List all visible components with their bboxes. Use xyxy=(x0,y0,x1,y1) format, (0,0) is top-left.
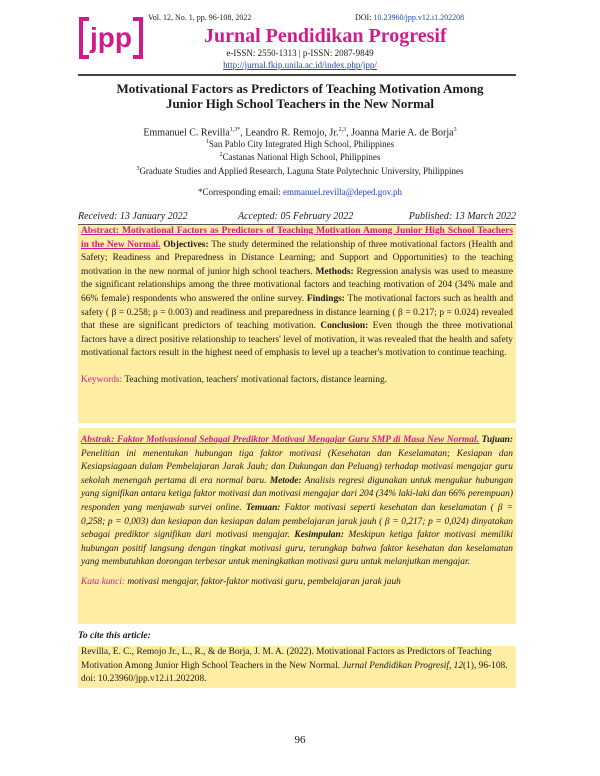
keywords: Teaching motivation, teachers' motivational factors, distance learning. xyxy=(124,374,387,385)
citation-label: To cite this article: xyxy=(78,631,151,641)
affiliation: $^1$San Pablo City Integrated High School, Philippines xyxy=(205,139,395,149)
citation: Revilla, E. C., Remojo Jr., L., R., & de Borja, J. M. A. (2022). Motivational Factors as Predictors of Teaching Motivation Among Junior High School Teachers in the New Normal. Jurnal Pendidikan Progresif, 12(1), 96-108. doi: 10.23960/jpp.v12.i1.202208. xyxy=(78,646,516,688)
affiliation: $^2$Castanas National High School, Philippines xyxy=(219,152,381,162)
header-divider xyxy=(78,74,516,76)
journal-name: Jurnal Pendidikan Progresif xyxy=(204,25,447,47)
doi-link[interactable]: 10.23960/jpp.v12.i1.202208 xyxy=(373,13,465,22)
doi-info: DOI: 10.23960/jpp.v12.i1.202208 xyxy=(355,13,465,22)
published-date: Published: 13 March 2022 xyxy=(408,211,516,222)
abstract-english: Abstract: Motivational Factors as Predictors of Teaching Motivation Among Junior High School Teachers in the New Normal. Objectives: The study determined the relationship of three motivational factors (Health and Safety; Readiness and Preparedness in Distance Learning; and Support and Opportunities) to the teaching motivation in the new normal of junior high school teachers. Methods: Regression analysis was used to measure the significant relationships among the three motivational factors and teaching motivation of 204 (34% male and 66% female) respondents who answered the online survey. Findings: The motivational factors such as health and safety ( β = 0.258; p = 0.003) and readiness and preparedness in distance learning ( β = 0.217; p = 0.024) revealed that these are significant predictors of teaching motivation. Conclusion: Even though the three motivational factors have a direct positive relationship to teachers' level of motivation, it was revealed that the health and safety motivational factors result in the highest need of emphasis to level up a teacher's motivation to continue teaching. Keywords: Teaching motivation, teachers' motivational factors, distance learning. xyxy=(78,225,516,423)
issn: e-ISSN: 2550-1313 | p-ISSN: 2087-9849 xyxy=(226,48,374,58)
email-link[interactable]: emmanuel.revilla@deped.gov.ph xyxy=(283,187,402,197)
page-number: 96 xyxy=(294,734,306,746)
abstract-indonesian: Abstrak: Faktor Motivasional Sebagai Prediktor Motivasi Mengajar Guru SMP di Masa New Normal. Tujuan: Penelitian ini menentukan hubungan tiga faktor motivasi (Kesehatan dan Keselamatan; Kesiapan dan Kesiapsiagaan dalam Pembelajaran Jarak Jauh; dan Dukungan dan Peluang) terhadap motivasi mengajar guru sekolah menengah pertama di era normal baru. Metode: Analisis regresi digunakan untuk mengukur hubungan yang signifikan antara ketiga faktor motivasi dan motivasi mengajar dari 204 (34% laki-laki dan 66% perempuan) responden yang menjawab survei online. Temuan: Faktor motivasi seperti kesehatan dan keselamatan ( β = 0,258; p = 0,003) dan kesiapan dan kesiapan dalam pembelajaran jarak jauh ( β = 0,217; p = 0,024) dinyatakan sebagai prediktor signifikan dari motivasi mengajar. Kesimpulan: Meskipun ketiga faktor motivasi memiliki hubungan positif langsung dengan tingkat motivasi guru, terungkap bahwa faktor kesehatan dan keselamatan yang membutuhkan dorongan terbesar untuk meningkatkan motivasi guru untuk melanjutkan mengajar. Kata kunci: motivasi mengajar, faktor-faktor motivasi guru, pembelajaran jarak jauh xyxy=(78,428,516,624)
kata-kunci-label: Kata kunci: xyxy=(81,576,126,587)
journal-homepage-link[interactable]: http://jurnal.fkip.unila.ac.id/index.php/jpp/ xyxy=(223,60,377,70)
affiliation: $^3$Graduate Studies and Applied Research, Laguna State Polytechnic University, Philippines xyxy=(136,166,464,176)
volume-info: Vol. 12, No. 1, pp. 96-108, 2022 xyxy=(148,13,252,22)
kata-kunci: motivasi mengajar, faktor-faktor motivasi guru, pembelajaran jarak jauh xyxy=(127,576,401,587)
svg-text:jpp: jpp xyxy=(90,22,132,53)
keywords-label: Keywords: xyxy=(81,374,123,385)
author-list: Emmanuel C. Revilla$^{1,3*}$, Leandro R. Remojo, Jr.$^{2,3}$, Joanna Marie A. de Borja$^3$ xyxy=(143,127,457,139)
received-date: Received: 13 January 2022 xyxy=(78,211,188,222)
article-title: Motivational Factors as Predictors of Teaching Motivation Among Junior High School Teachers in the New Normal xyxy=(116,81,484,111)
corresponding-email: *Corresponding email: emmanuel.revilla@deped.gov.ph xyxy=(198,187,402,197)
accepted-date: Accepted: 05 February 2022 xyxy=(238,211,354,222)
